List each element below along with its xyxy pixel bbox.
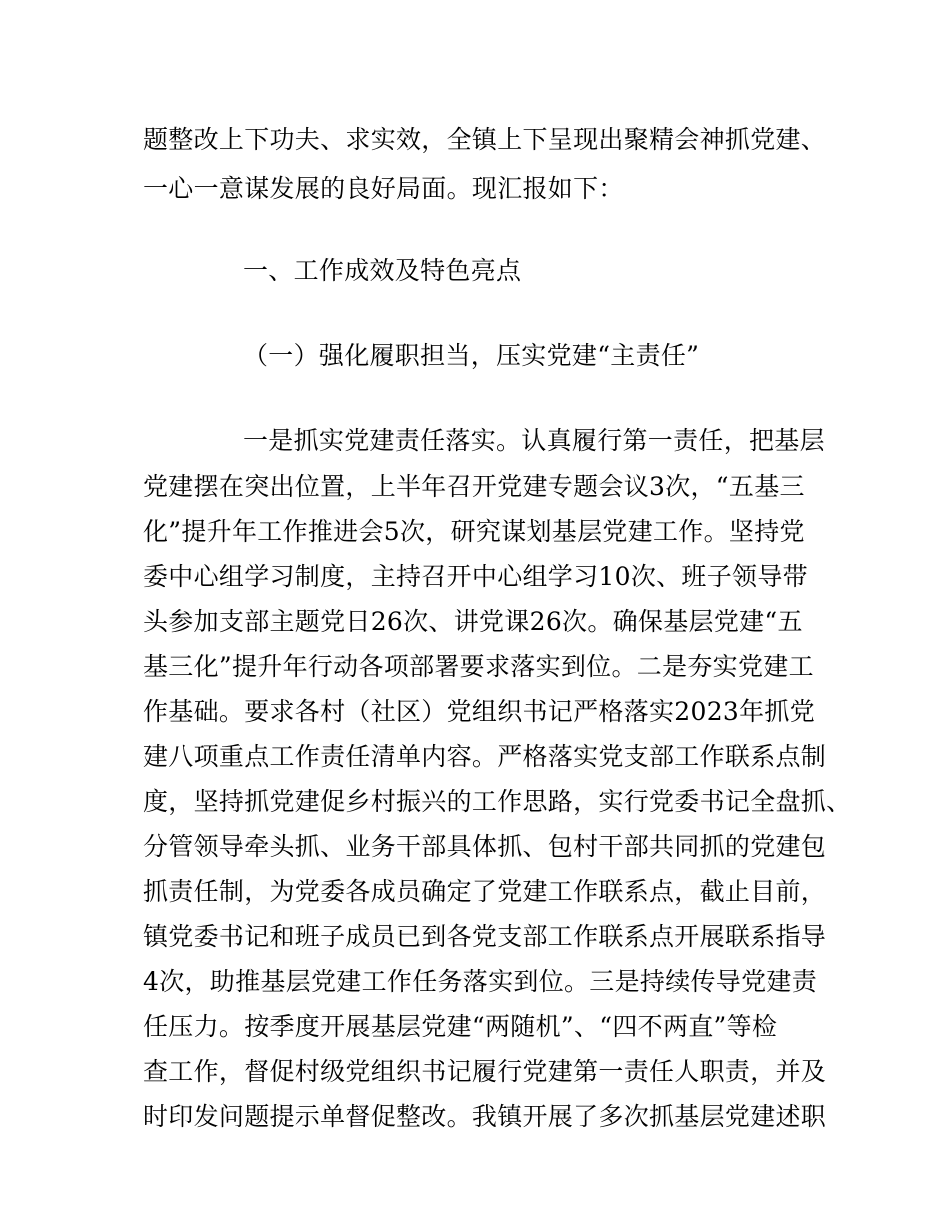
body-line: 度，坚持抓党建促乡村振兴的工作思路，实行党委书记全盘抓、 [143, 787, 852, 816]
subsection-heading: （一）强化履职担当，压实党建“主责任” [243, 341, 700, 370]
body-line: 分管领导牵头抓、业务干部具体抓、包村干部共同抓的党建包 [143, 832, 827, 861]
body-line: 抓责任制，为党委各成员确定了党建工作联系点，截止目前， [143, 877, 827, 906]
body-line: 基三化”提升年行动各项部署要求落实到位。二是夯实党建工 [143, 652, 814, 681]
body-line: 查工作，督促村级党组织书记履行党建第一责任人职责，并及 [143, 1057, 827, 1086]
intro-line: 一心一意谋发展的良好局面。现汇报如下： [143, 174, 624, 203]
body-line: 时印发问题提示单督促整改。我镇开展了多次抓基层党建述职 [143, 1102, 827, 1131]
section-heading: 一、工作成效及特色亮点 [243, 256, 522, 285]
intro-line: 题整改上下功夫、求实效，全镇上下呈现出聚精会神抓党建、 [143, 125, 827, 154]
body-line: 化”提升年工作推进会5次，研究谋划基层党建工作。坚持党 [143, 517, 805, 546]
body-line: 作基础。要求各村（社区）党组织书记严格落实2023年抓党 [143, 697, 816, 726]
body-line: 4次，助推基层党建工作任务落实到位。三是持续传导党建责 [143, 967, 818, 996]
body-line: 建八项重点工作责任清单内容。严格落实党支部工作联系点制 [143, 742, 827, 771]
body-line: 任压力。按季度开展基层党建“两随机”、“四不两直”等检 [143, 1012, 778, 1041]
body-line: 头参加支部主题党日26次、讲党课26次。确保基层党建“五 [143, 607, 803, 636]
body-line: 委中心组学习制度，主持召开中心组学习10次、班子领导带 [143, 562, 808, 591]
body-line: 镇党委书记和班子成员已到各党支部工作联系点开展联系指导 [143, 922, 827, 951]
body-line: 一是抓实党建责任落实。认真履行第一责任，把基层 [243, 426, 825, 455]
body-line: 党建摆在突出位置，上半年召开党建专题会议3次，“五基三 [143, 472, 805, 501]
